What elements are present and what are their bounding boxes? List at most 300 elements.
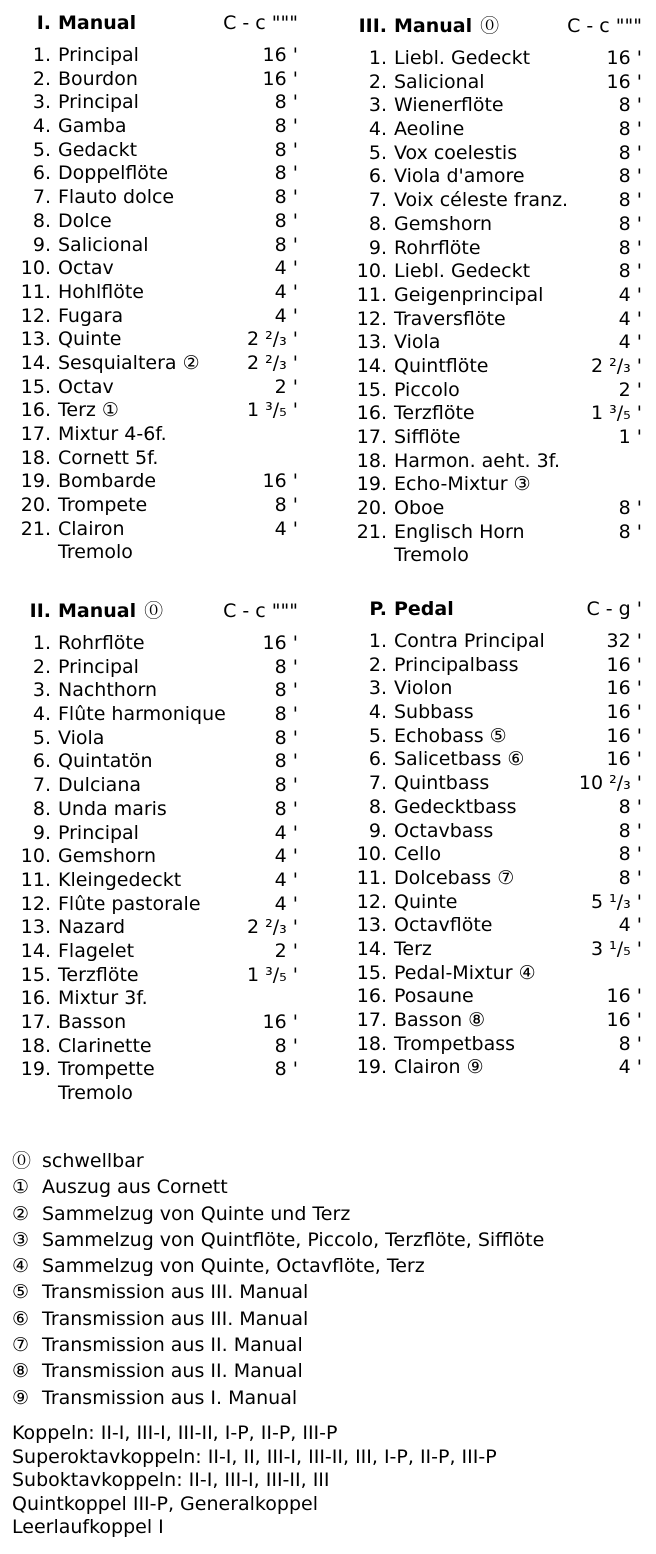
stop-row	[14, 869, 298, 893]
stop-number: 2.	[368, 70, 387, 93]
stop-row	[14, 281, 298, 305]
stop-name: Aeoline	[394, 118, 465, 141]
stop-name: Viola	[394, 331, 441, 354]
stop-name: Dolcebass ⑦	[394, 866, 515, 889]
stop-number: 18.	[356, 449, 387, 472]
stop-row	[350, 142, 642, 166]
stop-number: 8.	[368, 795, 387, 818]
stop-pitch: 8 '	[618, 819, 642, 842]
stop-number: 19.	[356, 473, 387, 496]
stop-number: 13.	[356, 914, 387, 937]
stop-pitch: 4 '	[618, 1056, 642, 1079]
stop-name: Rohrflöte	[58, 632, 145, 654]
stop-number: 12.	[356, 890, 387, 913]
stop-row	[14, 656, 298, 680]
stop-pitch: 8 '	[618, 520, 642, 543]
stop-number: 17.	[356, 426, 387, 448]
stop-row	[14, 305, 298, 329]
stop-row	[14, 139, 298, 163]
stop-row	[350, 796, 642, 820]
stop-number: 14.	[356, 937, 387, 960]
stop-pitch: 8 '	[618, 1032, 642, 1055]
stop-number: 1.	[368, 630, 387, 652]
division-name: Manual	[58, 12, 137, 34]
stop-pitch: 16 '	[606, 701, 642, 724]
stop-name: Octavbass	[394, 819, 494, 842]
stop-number: 16.	[20, 987, 51, 1010]
stop-number: 5.	[368, 141, 387, 164]
stop-name: Dulciana	[58, 774, 142, 797]
stop-number: 13.	[20, 916, 51, 939]
footnote-text: Transmission aus III. Manual	[42, 1307, 309, 1330]
stop-name: Pedal-Mixtur ④	[394, 961, 536, 984]
division-heading	[350, 597, 642, 621]
stop-number: 4.	[32, 115, 51, 138]
stop-row	[350, 701, 642, 725]
stop-pitch: 1 ³/₅ '	[246, 399, 298, 422]
stop-number: 3.	[32, 91, 51, 114]
stop-pitch: 16 '	[262, 67, 298, 90]
footnote	[12, 1227, 544, 1253]
stop-number: 9.	[32, 233, 51, 256]
stop-row	[14, 679, 298, 703]
division-heading	[14, 599, 298, 623]
stop-row	[14, 916, 298, 940]
stop-pitch: 8 '	[618, 94, 642, 117]
stop-pitch: 32 '	[606, 630, 642, 652]
stop-pitch: 16 '	[606, 748, 642, 771]
stop-name: Salicional	[394, 70, 485, 93]
stop-pitch: 16 '	[262, 44, 298, 66]
stop-number: 5.	[32, 138, 51, 161]
stop-name: Clairon	[58, 517, 125, 540]
stop-row	[14, 1011, 298, 1035]
stop-pitch: 8 '	[618, 866, 642, 889]
footnote-text: Sammelzug von Quintflöte, Piccolo, Terzflöte, Sifflöte	[42, 1228, 545, 1251]
compass-range: C - c """	[567, 15, 642, 37]
footnote-text: Transmission aus II. Manual	[42, 1334, 303, 1357]
stop-number: 16.	[20, 399, 51, 422]
stop-number: 15.	[356, 961, 387, 984]
stop-number: 1.	[368, 47, 387, 69]
stop-pitch: 8 '	[274, 233, 298, 256]
stop-row	[350, 379, 642, 403]
stop-name: Dolce	[58, 209, 112, 232]
stop-list	[14, 632, 298, 1082]
stop-row	[350, 71, 642, 95]
stop-name: Flauto dolce	[58, 186, 175, 209]
stop-name: Gemshorn	[394, 212, 493, 235]
stop-name: Subbass	[394, 701, 474, 724]
footnote-text: schwellbar	[42, 1150, 144, 1172]
stop-pitch: 1 '	[618, 426, 642, 448]
stop-number: 13.	[20, 328, 51, 351]
stop-pitch: 8 '	[274, 162, 298, 185]
stop-name: Principal	[58, 655, 139, 678]
couplers-list	[12, 1422, 497, 1540]
stop-number: 21.	[356, 520, 387, 543]
stop-number: 19.	[356, 1056, 387, 1079]
stop-pitch: 3 ¹/₅ '	[590, 937, 642, 960]
stop-row	[14, 186, 298, 210]
compass-range: C - c """	[223, 600, 298, 622]
stop-pitch: 4 '	[274, 280, 298, 303]
stop-number: 17.	[20, 423, 51, 445]
stop-pitch: 10 ²/₃ '	[578, 772, 642, 795]
stop-row	[14, 632, 298, 656]
stop-name: Traversflöte	[394, 307, 506, 330]
stop-row	[350, 772, 642, 796]
stop-number: 16.	[356, 985, 387, 1008]
stop-number: 7.	[368, 772, 387, 795]
footnote	[12, 1332, 544, 1358]
stop-number: 6.	[32, 750, 51, 773]
division-number: II.	[29, 600, 51, 622]
stop-pitch: 4 '	[274, 304, 298, 327]
stop-row	[350, 654, 642, 678]
tremolo-label: Tremolo	[394, 544, 469, 567]
stop-pitch: 8 '	[274, 1058, 298, 1081]
stop-name: Liebl. Gedeckt	[394, 47, 531, 69]
stop-name: Viola d'amore	[394, 165, 525, 188]
stop-name: Gamba	[58, 115, 127, 138]
stop-name: Octav	[58, 257, 114, 280]
stop-name: Viola	[58, 726, 105, 749]
stop-name: Sesquialtera ②	[58, 351, 200, 374]
stop-name: Terzflöte	[58, 963, 139, 986]
stop-row	[14, 115, 298, 139]
stop-name: Terzflöte	[394, 402, 475, 425]
stop-pitch: 2 ²/₃ '	[246, 351, 298, 374]
stop-name: Principal	[58, 44, 139, 66]
stop-number: 10.	[356, 260, 387, 283]
stop-name: Principalbass	[394, 653, 519, 676]
stop-pitch: 5 ¹/₃ '	[590, 890, 642, 913]
stop-pitch: 8 '	[274, 1034, 298, 1057]
stop-name: Wienerflöte	[394, 94, 504, 117]
stop-pitch: 4 '	[274, 257, 298, 280]
stop-row	[14, 987, 298, 1011]
stop-row	[350, 867, 642, 891]
footnote	[12, 1306, 544, 1332]
stop-name: Harmon. aeht. 3f.	[394, 449, 560, 472]
stop-name: Unda maris	[58, 797, 167, 820]
stop-name: Quintatön	[58, 750, 153, 773]
stop-name: Quinte	[58, 328, 122, 351]
stop-pitch: 16 '	[606, 653, 642, 676]
stop-pitch: 2 ²/₃ '	[590, 354, 642, 377]
stop-name: Trompete	[58, 494, 148, 517]
stop-name: Flûte harmonique	[58, 703, 226, 726]
stop-name: Bombarde	[58, 470, 157, 493]
stop-row	[350, 473, 642, 497]
footnote-text: Transmission aus III. Manual	[42, 1281, 309, 1304]
footnote-symbol: ⑥	[12, 1307, 30, 1330]
stop-row	[14, 447, 298, 471]
stop-number: 2.	[368, 653, 387, 676]
stop-pitch: 16 '	[606, 47, 642, 69]
stop-pitch: 4 '	[274, 868, 298, 891]
footnote	[12, 1174, 544, 1200]
footnote-text: Transmission aus II. Manual	[42, 1360, 303, 1383]
stop-number: 15.	[356, 378, 387, 401]
stop-name: Clairon ⑨	[394, 1056, 484, 1079]
stop-row	[14, 470, 298, 494]
stop-row	[350, 1056, 642, 1080]
stop-row	[350, 938, 642, 962]
stop-row	[350, 962, 642, 986]
stop-row	[350, 47, 642, 71]
stop-row	[350, 165, 642, 189]
stop-row	[14, 257, 298, 281]
stop-number: 10.	[356, 843, 387, 866]
compass-range: C - g '	[586, 598, 642, 620]
compass-range: C - c """	[223, 12, 298, 34]
stop-name: Salicetbass ⑥	[394, 748, 525, 771]
stop-number: 12.	[20, 892, 51, 915]
stop-name: Oboe	[394, 497, 445, 520]
footnote	[12, 1385, 544, 1411]
stop-row	[14, 518, 298, 542]
stop-name: Violon	[394, 677, 453, 700]
coupler-line: Leerlaufkoppel I	[12, 1516, 164, 1539]
stop-pitch: 8 '	[274, 138, 298, 161]
stop-name: Gedecktbass	[394, 795, 517, 818]
stop-number: 6.	[368, 165, 387, 188]
footnote-text: Auszug aus Cornett	[42, 1176, 228, 1199]
footnote-symbol: ⑧	[12, 1360, 30, 1383]
stop-row	[14, 750, 298, 774]
stop-row	[350, 820, 642, 844]
coupler-line: Quintkoppel III-P, Generalkoppel	[12, 1492, 318, 1515]
stop-number: 8.	[368, 212, 387, 235]
stop-row	[350, 677, 642, 701]
footnote	[12, 1279, 544, 1305]
stop-pitch: 4 '	[274, 821, 298, 844]
stop-number: 18.	[20, 1034, 51, 1057]
footnote	[12, 1148, 544, 1174]
footnote	[12, 1358, 544, 1384]
stop-number: 4.	[32, 703, 51, 726]
stop-pitch: 1 ³/₅ '	[246, 963, 298, 986]
stop-row	[14, 774, 298, 798]
stop-pitch: 2 '	[618, 378, 642, 401]
stop-list	[14, 44, 298, 541]
stop-row	[350, 630, 642, 654]
stop-name: Gedackt	[58, 138, 138, 161]
stop-pitch: 8 '	[618, 260, 642, 283]
stop-number: 5.	[32, 726, 51, 749]
stop-row	[350, 426, 642, 450]
stop-pitch: 4 '	[618, 331, 642, 354]
stop-list	[350, 47, 642, 544]
stop-number: 15.	[20, 963, 51, 986]
stop-pitch: 8 '	[274, 115, 298, 138]
stop-name: Gemshorn	[58, 845, 157, 868]
stop-name: Nachthorn	[58, 679, 157, 702]
stop-number: 7.	[32, 774, 51, 797]
stop-name: Sifflöte	[394, 426, 461, 448]
stop-row	[350, 521, 642, 545]
stop-pitch: 16 '	[606, 677, 642, 700]
stop-number: 3.	[32, 679, 51, 702]
stop-number: 11.	[20, 280, 51, 303]
stop-name: Doppelflöte	[58, 162, 169, 185]
stop-number: 17.	[356, 1009, 387, 1031]
stop-number: 11.	[20, 868, 51, 891]
stop-name: Octavflöte	[394, 914, 493, 937]
stop-number: 15.	[20, 375, 51, 398]
stop-name: Geigenprincipal	[394, 283, 544, 306]
stop-row	[14, 91, 298, 115]
stop-name: Echobass ⑤	[394, 724, 507, 747]
stop-number: 7.	[32, 186, 51, 209]
stop-number: 8.	[32, 797, 51, 820]
stop-pitch: 2 ²/₃ '	[246, 328, 298, 351]
stop-row	[14, 162, 298, 186]
stop-name: Contra Principal	[394, 630, 545, 652]
stop-number: 14.	[356, 354, 387, 377]
stop-row	[14, 703, 298, 727]
stop-row	[14, 940, 298, 964]
stop-pitch: 4 '	[618, 307, 642, 330]
stop-name: Cornett 5f.	[58, 446, 159, 469]
stop-row	[350, 331, 642, 355]
stop-number: 5.	[368, 724, 387, 747]
stop-name: Quintflöte	[394, 354, 489, 377]
stop-row	[350, 1009, 642, 1033]
stop-number: 13.	[356, 331, 387, 354]
stop-row	[350, 450, 642, 474]
stop-number: 12.	[356, 307, 387, 330]
stop-name: Mixtur 3f.	[58, 987, 148, 1010]
stop-number: 6.	[32, 162, 51, 185]
stop-pitch: 8 '	[618, 165, 642, 188]
stop-pitch: 8 '	[274, 91, 298, 114]
coupler-line: Superoktavkoppeln: II-I, II, III-I, III-II, III, I-P, II-P, III-P	[12, 1445, 497, 1468]
stop-name: Octav	[58, 375, 114, 398]
footnote	[12, 1201, 544, 1227]
stop-number: 10.	[20, 845, 51, 868]
stop-row	[14, 964, 298, 988]
stop-name: Cello	[394, 843, 442, 866]
stop-number: 19.	[20, 470, 51, 493]
stop-row	[350, 748, 642, 772]
stop-pitch: 16 '	[262, 632, 298, 654]
stop-number: 1.	[32, 632, 51, 654]
footnote-text: Sammelzug von Quinte und Terz	[42, 1202, 351, 1225]
stop-pitch: 4 '	[274, 892, 298, 915]
stop-number: 18.	[20, 446, 51, 469]
stop-name: Flûte pastorale	[58, 892, 201, 915]
stop-row	[14, 376, 298, 400]
coupler-line: Koppeln: II-I, III-I, III-II, I-P, II-P, III-P	[12, 1422, 338, 1444]
stop-name: Flagelet	[58, 939, 135, 962]
stop-pitch: 4 '	[618, 283, 642, 306]
stop-pitch: 8 '	[618, 118, 642, 141]
stop-name: Trompetbass	[394, 1032, 516, 1055]
stop-pitch: 16 '	[606, 724, 642, 747]
division-name: Pedal	[394, 598, 454, 620]
stop-pitch: 8 '	[274, 186, 298, 209]
stop-name: Englisch Horn	[394, 520, 525, 543]
stop-row	[14, 234, 298, 258]
stop-row	[14, 423, 298, 447]
stop-row	[14, 1058, 298, 1082]
stop-number: 20.	[20, 494, 51, 517]
swell-mark: ⓪	[480, 15, 500, 37]
stop-number: 19.	[20, 1058, 51, 1081]
division-heading	[350, 14, 642, 38]
stop-name: Salicional	[58, 233, 149, 256]
stop-row	[350, 725, 642, 749]
stop-pitch: 8 '	[618, 189, 642, 212]
footnote	[12, 1253, 544, 1279]
stop-row	[14, 1035, 298, 1059]
stop-row	[350, 260, 642, 284]
stop-name: Voix céleste franz.	[394, 189, 569, 212]
stop-row	[14, 822, 298, 846]
stop-pitch: 8 '	[618, 497, 642, 520]
stop-name: Nazard	[58, 916, 126, 939]
stop-number: 11.	[356, 866, 387, 889]
swell-mark: ⓪	[144, 600, 164, 622]
stop-name: Terz ①	[58, 399, 119, 422]
stop-pitch: 16 '	[606, 70, 642, 93]
stop-pitch: 8 '	[274, 750, 298, 773]
stop-name: Quinte	[394, 890, 458, 913]
stop-row	[350, 843, 642, 867]
stop-name: Vox coelestis	[394, 141, 518, 164]
stop-pitch: 2 '	[274, 375, 298, 398]
stop-name: Liebl. Gedeckt	[394, 260, 531, 283]
stop-name: Clarinette	[58, 1034, 152, 1057]
stop-pitch: 2 ²/₃ '	[246, 916, 298, 939]
stop-name: Principal	[58, 821, 139, 844]
stop-number: 14.	[20, 939, 51, 962]
stop-name: Bourdon	[58, 67, 138, 90]
stop-row	[350, 355, 642, 379]
stop-pitch: 8 '	[274, 797, 298, 820]
stop-name: Trompette	[58, 1058, 155, 1081]
stop-name: Basson ⑧	[394, 1009, 486, 1031]
stop-row	[350, 308, 642, 332]
footnote-symbol: ③	[12, 1228, 30, 1251]
division-number: P.	[369, 598, 387, 620]
stop-pitch: 16 '	[262, 470, 298, 493]
stop-name: Hohlflöte	[58, 280, 144, 303]
stop-number: 11.	[356, 283, 387, 306]
stop-row	[350, 914, 642, 938]
division-name: Manual	[58, 600, 137, 622]
stop-pitch: 4 '	[274, 517, 298, 540]
stop-number: 3.	[368, 677, 387, 700]
stop-number: 18.	[356, 1032, 387, 1055]
stop-name: Basson	[58, 1011, 127, 1033]
tremolo-label: Tremolo	[58, 541, 133, 564]
stop-pitch: 8 '	[274, 679, 298, 702]
stop-number: 3.	[368, 94, 387, 117]
division-number: I.	[36, 12, 51, 34]
stop-row	[350, 189, 642, 213]
coupler-line: Suboktavkoppeln: II-I, III-I, III-II, III	[12, 1469, 330, 1492]
stop-pitch: 4 '	[618, 914, 642, 937]
stop-pitch: 8 '	[274, 774, 298, 797]
footnote-symbol: ⓪	[12, 1150, 32, 1172]
stop-row	[350, 985, 642, 1009]
division-name: Manual	[394, 15, 473, 37]
stop-pitch: 1 ³/₅ '	[590, 402, 642, 425]
